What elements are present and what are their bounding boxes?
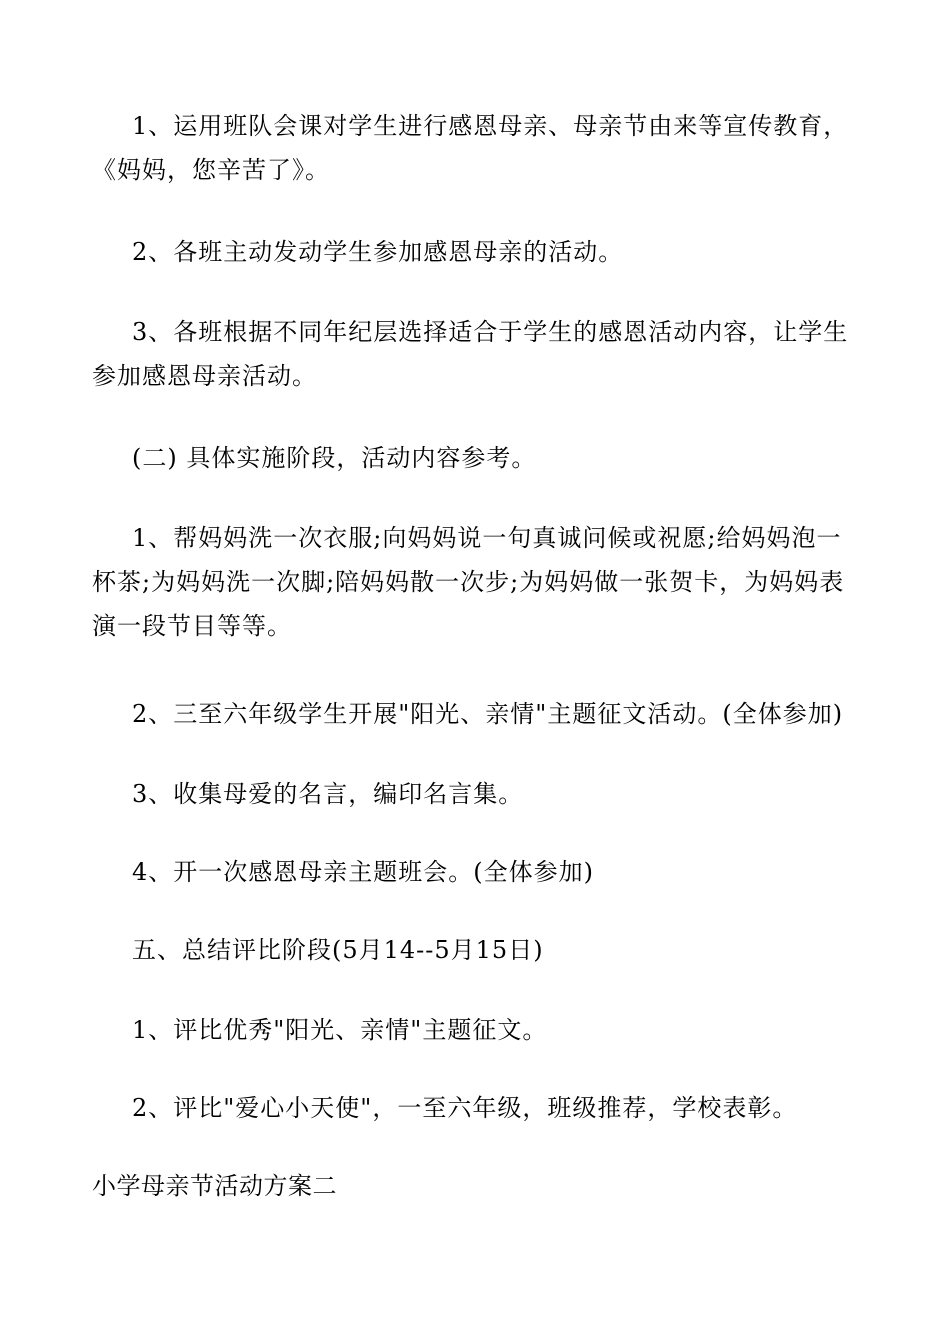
- paragraph-love-angel: 2、评比"爱心小天使"，一至六年级，班级推荐，学校表彰。: [132, 1094, 798, 1122]
- paragraph-collect-quotes: 3、收集母爱的名言，编印名言集。: [132, 780, 524, 808]
- paragraph-evaluation-stage: 五、总结评比阶段(5月14--5月15日): [132, 936, 544, 964]
- paragraph-mobilize-students: 2、各班主动发动学生参加感恩母亲的活动。: [132, 238, 624, 266]
- paragraph-publicity-education: 1、运用班队会课对学生进行感恩母亲、母亲节由来等宣传教育，《妈妈，您辛苦了》。: [92, 112, 849, 184]
- paragraph-activity-list: 1、帮妈妈洗一次衣服;向妈妈说一句真诚问候或祝愿;给妈妈泡一杯茶;为妈妈洗一次脚;陪妈妈散一次步;为妈妈做一张贺卡，为妈妈表演一段节目等等。: [92, 524, 845, 640]
- section-heading: 小学母亲节活动方案二: [92, 1172, 337, 1200]
- paragraph-class-meeting: 4、开一次感恩母亲主题班会。(全体参加): [132, 858, 594, 886]
- paragraph-evaluate-essays: 1、评比优秀"阳光、亲情"主题征文。: [132, 1016, 548, 1044]
- paragraph-implementation-stage: (二) 具体实施阶段，活动内容参考。: [132, 444, 537, 472]
- paragraph-essay-activity: 2、三至六年级学生开展"阳光、亲情"主题征文活动。(全体参加): [132, 700, 844, 728]
- paragraph-choose-activities: 3、各班根据不同年纪层选择适合于学生的感恩活动内容，让学生参加感恩母亲活动。: [92, 318, 849, 390]
